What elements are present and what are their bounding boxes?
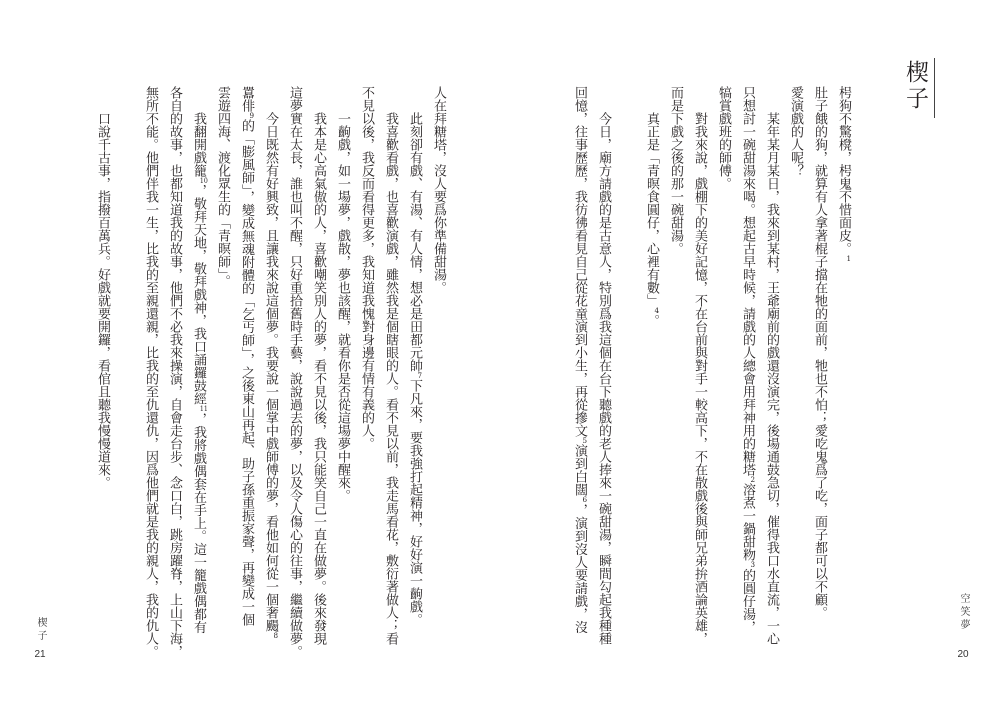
text-segment: 囂俳 (239, 86, 254, 112)
footnote-ref: 1 (846, 255, 852, 263)
text-section (639, 86, 855, 666)
footnote-ref: 4 (654, 307, 660, 315)
text-line (663, 86, 687, 666)
running-head: 空笑夢 (958, 593, 969, 632)
body-text (90, 86, 450, 666)
chapter-title: 楔子 (902, 60, 928, 112)
text-line (402, 86, 426, 666)
text-segment: 而是下戲之後的那一碗甜湯。 (668, 86, 683, 255)
text-segment: 愛演戲的人呢？ (788, 86, 803, 177)
paragraph (402, 86, 426, 666)
text-segment: ，演到沒人要請戲，沒 (572, 503, 587, 634)
running-head: 楔子 (35, 617, 46, 643)
text-line (330, 86, 354, 666)
footnote-ref: 2 (750, 476, 756, 484)
text-line (711, 86, 735, 666)
text-segment: 某年某月某日，我來到某村，王爺廟前的戲還沒演完，後場通鼓急切，催得我口水直流，一心 (764, 112, 779, 645)
text-segment: 。 (644, 314, 659, 328)
epigraph-block (831, 86, 855, 666)
text-segment: 雲遊四海、渡化眾生的「青暝師」。 (215, 86, 230, 288)
text-segment: 演到白闊 (572, 444, 587, 497)
epigraph-block (783, 86, 831, 666)
text-segment: 這夢實在太長，誰也叫不醒，只好重拾舊時手藝，說說過去的夢，以及令人傷心的往事，繼續做夢。 (287, 86, 302, 658)
text-segment: 我本是心高氣傲的人，喜歡嘲笑別人的夢，看不見以後，我只能笑自己一直在做夢。後來發現 (311, 112, 326, 645)
body-text (567, 86, 855, 666)
text-line (783, 86, 807, 666)
footnote-ref: 8 (273, 632, 279, 640)
text-segment: 只想討一碗甜湯來喝。想起古早時候，請戲的人總會用拜神用的糖塔 (740, 86, 755, 476)
paragraph (330, 86, 354, 666)
page-number: 20 (957, 649, 969, 660)
text-line (735, 86, 759, 666)
text-line (186, 86, 210, 666)
text-line (639, 86, 663, 666)
text-line (90, 86, 114, 666)
paragraph (567, 86, 615, 666)
text-segment: 對我來說，戲棚下的美好記憶，不在台前與對手一較高下，不在散戲後與師兄弟拚酒論英雄， (692, 112, 707, 645)
text-segment: 今日既然有好興致，且讓我來說這個夢。我要說一個掌中戲師傅的夢，看他如何從一個奢颺 (263, 112, 278, 632)
page-number: 21 (34, 649, 46, 660)
text-segment: 真正是「青暝食圓仔，心裡有數」 (644, 112, 659, 307)
text-segment: 我喜歡看戲，也喜歡演戲，雖然我是個瞎眼的人。看不見以前，我走馬看花，敷衍著做人；看 (383, 112, 398, 645)
text-segment: 各自的故事，也都知道我的故事，他們不必我來操演，自會走台步、念口白，跳房躍脊，上山下海， (167, 86, 182, 658)
text-line (687, 86, 711, 666)
text-segment: 下凡來，要我強打起精神，好好演一齣戲。 (407, 379, 422, 627)
text-segment: 一齣戲，如一場夢，戲散，夢也該醒，就看你是否從這場夢中醒來。 (335, 112, 350, 502)
text-segment: 今日，廟方請戲的是古意人，特別爲我這個在台下聽戲的老人捧來一碗甜湯，瞬間勾起我種種 (596, 112, 611, 645)
paragraph (210, 86, 282, 666)
text-segment: 犒賞戲班的師傅。 (716, 86, 731, 190)
footnote-ref: 10 (199, 177, 208, 185)
paragraph (282, 86, 330, 666)
text-line (354, 86, 378, 666)
footnote-ref: 11 (199, 405, 208, 413)
paragraph (711, 86, 783, 666)
paragraph (639, 86, 663, 666)
text-line (831, 86, 855, 666)
text-line (258, 86, 282, 666)
text-line (807, 86, 831, 666)
text-line (306, 86, 330, 666)
text-segment: 的圓仔湯， (740, 568, 755, 634)
footnote-ref: 6 (582, 496, 588, 504)
text-line (234, 86, 258, 666)
footnote-ref: 3 (750, 561, 756, 569)
text-line (282, 86, 306, 666)
text-segment: 肚子餓的狗，就算有人拿著棍子擋在牠的面前，牠也不怕；愛吃鬼爲了吃，面子都可以不顧。 (812, 86, 827, 619)
text-segment: 溶煮一鍋甜粅 (740, 483, 755, 562)
text-segment: 的「膨風師」，變成無魂附體的「乞丐師」，之後東山再起、助子孫重振家聲，再變成一個 (239, 119, 254, 627)
paragraph (138, 86, 210, 666)
continuation-block (426, 86, 450, 666)
text-line (378, 86, 402, 666)
text-segment: 回憶，往事歷歷，我彷彿看見自己從花童演到小生，再從摻文 (572, 86, 587, 437)
text-segment: 人在拜糖塔，沒人要爲你準備甜湯。 (431, 86, 446, 294)
text-line (138, 86, 162, 666)
footnote-ref: 5 (582, 437, 588, 445)
text-line (426, 86, 450, 666)
footnote-ref: 9 (249, 112, 255, 120)
text-line (567, 86, 591, 666)
text-line (162, 86, 186, 666)
text-section (567, 86, 615, 666)
text-segment: 不見以後，我反而看得更多，我知道我愧對身邊有情有義的人。 (359, 86, 374, 450)
paragraph (354, 86, 402, 666)
text-segment: ，敬拜天地，敬拜戲神，我口誦鑼鼓經 (191, 184, 206, 406)
footnote-ref: 7 (417, 372, 423, 380)
text-segment: 我翻開戲籠 (191, 112, 206, 177)
text-line (591, 86, 615, 666)
text-segment: 無所不能。他們伴我一生，比我的至親還親，比我的至仇還仇，因爲他們就是我的親人，我的仇人。 (143, 86, 158, 658)
text-segment: 此刻卻有戲、有湯、有人情，想必是田都元帥 (407, 112, 422, 372)
text-section (90, 86, 114, 666)
text-line (759, 86, 783, 666)
text-segment: 口說千古事，指撥百萬兵。好戲就要開鑼，看倌且聽我慢慢道來。 (95, 112, 110, 489)
paragraph (663, 86, 711, 666)
text-segment: 枵狗不驚櫈，枵鬼不惜面皮。 (836, 86, 851, 255)
text-section (138, 86, 450, 666)
text-line (210, 86, 234, 666)
text-segment: ，我將戲偶套在手上。這一籠戲偶都有 (191, 412, 206, 634)
paragraph (90, 86, 114, 666)
title-rule (934, 58, 935, 118)
